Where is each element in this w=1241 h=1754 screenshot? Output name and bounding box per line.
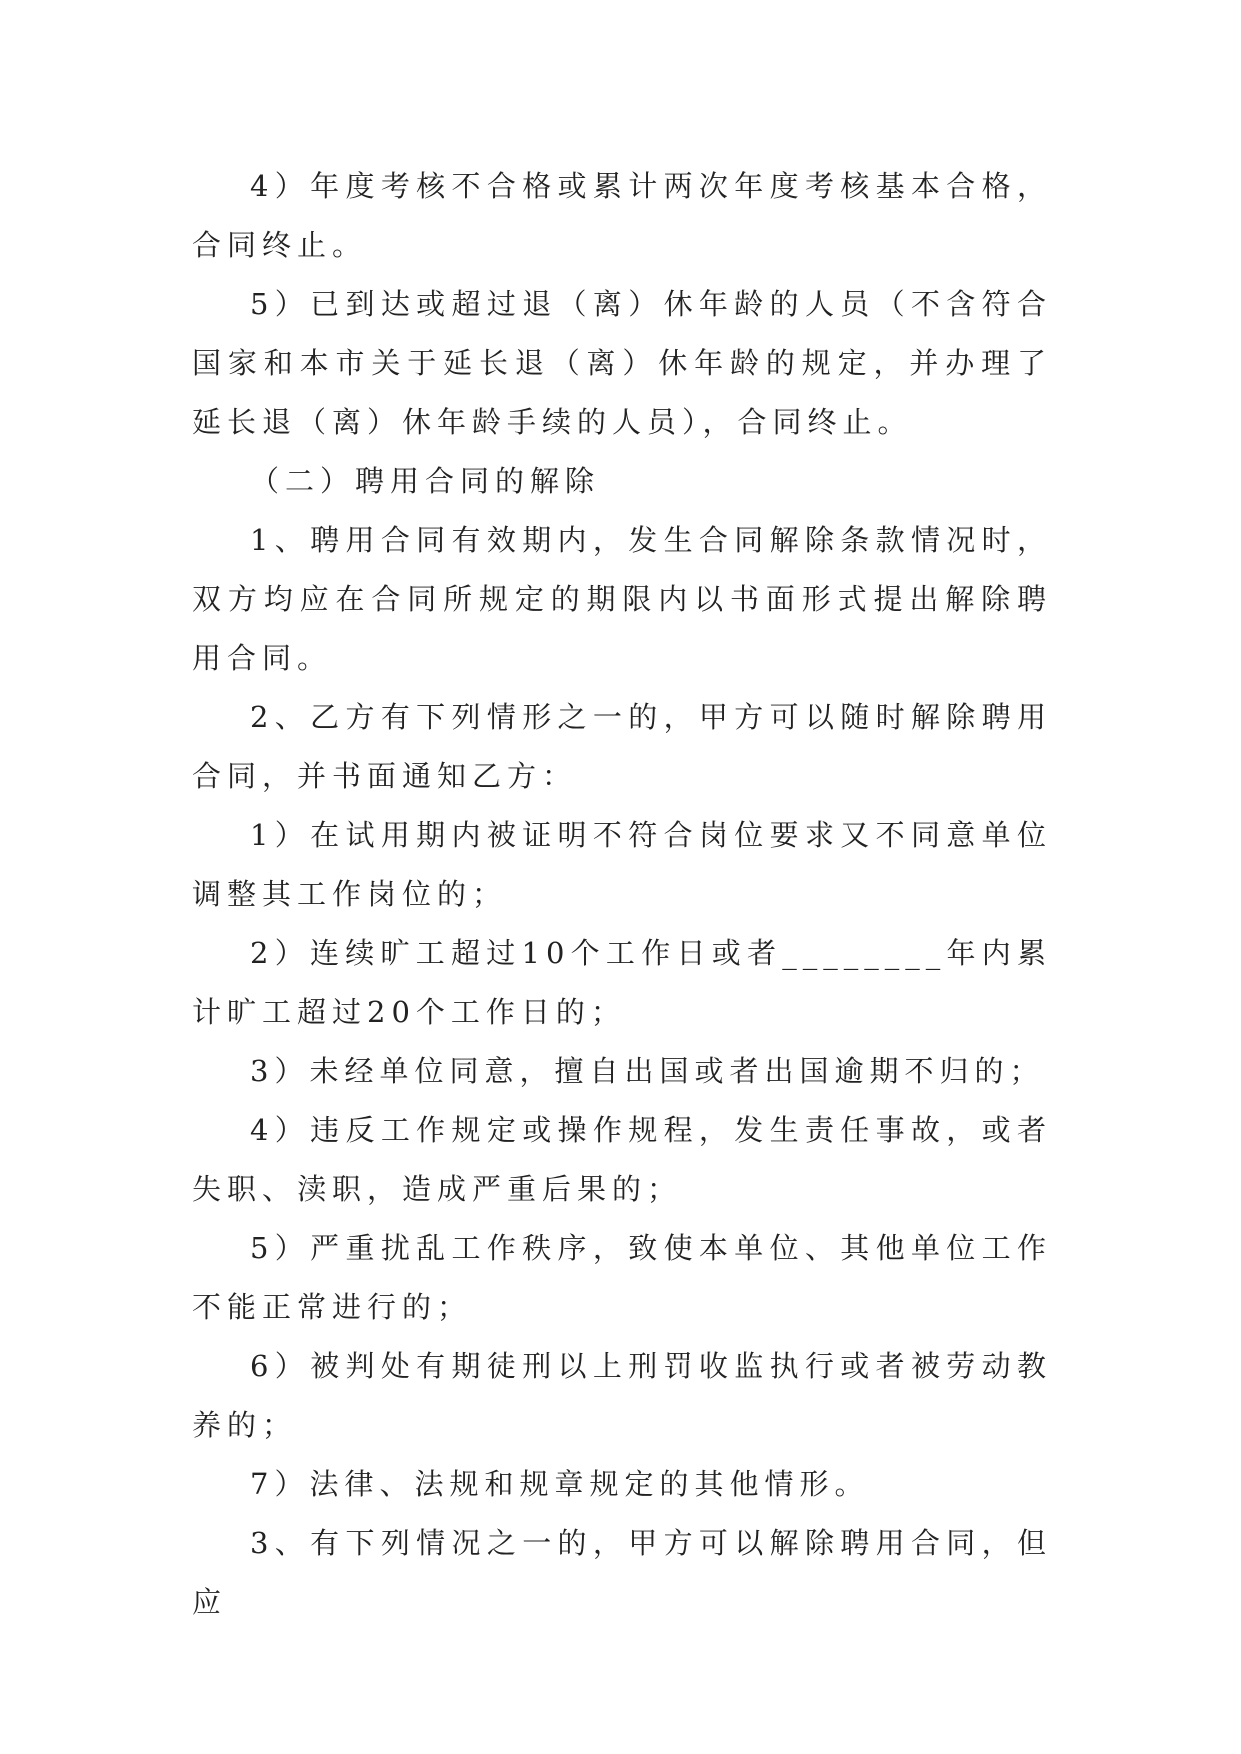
paragraph-termination-item-4: 4）年度考核不合格或累计两次年度考核基本合格，合同终止。 (192, 169, 1052, 262)
list-item-criminal-sentence: 6）被判处有期徒刑以上刑罚收监执行或者被劳动教养的； (192, 1349, 1052, 1442)
list-item-probation: 1）在试用期内被证明不符合岗位要求又不同意单位调整其工作岗位的； (192, 818, 1052, 911)
list-item-disruption: 5）严重扰乱工作秩序，致使本单位、其他单位工作不能正常进行的； (192, 1231, 1052, 1324)
document-body (192, 157, 1052, 1632)
list-item-unauthorized-travel: 3）未经单位同意，擅自出国或者出国逾期不归的； (250, 1054, 1045, 1088)
paragraph-dissolution-clause-3: 3、有下列情况之一的，甲方可以解除聘用合同，但应 (192, 1526, 1052, 1619)
list-item-violation: 4）违反工作规定或操作规程，发生责任事故，或者失职、渎职，造成严重后果的； (192, 1113, 1052, 1206)
section-heading-contract-dissolution: （二）聘用合同的解除 (250, 464, 601, 498)
paragraph-dissolution-clause-2: 2、乙方有下列情形之一的，甲方可以随时解除聘用合同，并书面通知乙方： (192, 700, 1052, 793)
list-item-other-cases: 7）法律、法规和规章规定的其他情形。 (250, 1467, 870, 1501)
paragraph-dissolution-clause-1: 1、聘用合同有效期内，发生合同解除条款情况时，双方均应在合同所规定的期限内以书面形式提出解除聘用合同。 (192, 523, 1052, 675)
list-item-absenteeism: 2）连续旷工超过10个工作日或者________年内累计旷工超过20个工作日的； (192, 936, 1052, 1029)
paragraph-termination-item-5: 5）已到达或超过退（离）休年龄的人员（不含符合国家和本市关于延长退（离）休年龄的规定，并办理了延长退（离）休年龄手续的人员），合同终止。 (192, 287, 1052, 439)
